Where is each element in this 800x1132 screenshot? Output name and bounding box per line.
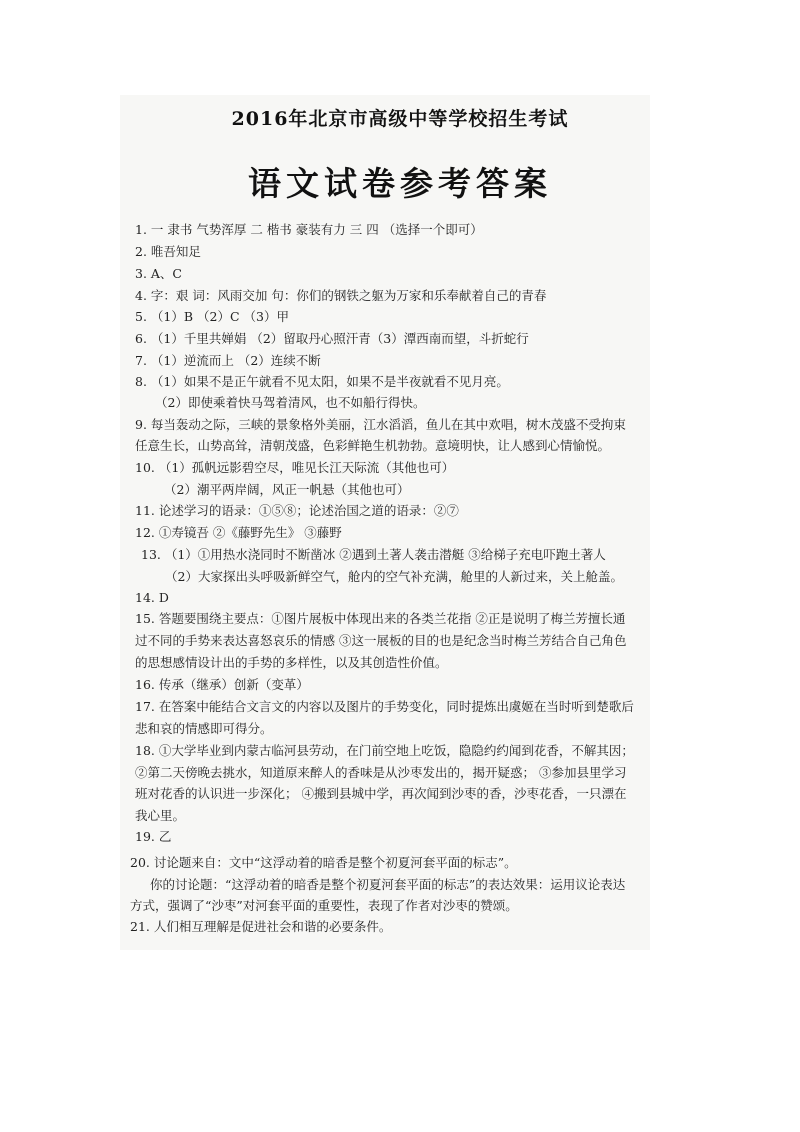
answer-line: 你的讨论题：“这浮动着的暗香是整个初夏河套平面的标志”的表达效果：运用议论表达 xyxy=(150,877,626,892)
answer-line: 4. 字：艰 词：风雨交加 句：你们的钢铁之躯为万家和乐奉献着自己的青春 xyxy=(135,288,547,303)
answer-line: 12. ①寿镜吾 ②《藤野先生》 ③藤野 xyxy=(135,525,342,540)
answer-line: 7. （1）逆流而上 （2）连续不断 xyxy=(135,353,321,368)
answer-line: 10. （1）孤帆远影碧空尽，唯见长江天际流（其他也可） xyxy=(135,460,455,475)
answer-line: 我心里。 xyxy=(135,808,186,823)
answer-line: （2）大家探出头呼吸新鲜空气，舱内的空气补充满，舱里的人新过来，关上舱盖。 xyxy=(165,569,623,584)
answer-line: 的思想感情设计出的手势的多样性，以及其创造性价值。 xyxy=(135,655,448,670)
answer-line: 方式，强调了“沙枣”对河套平面的重要性，表现了作者对沙枣的赞颂。 xyxy=(130,898,518,913)
answer-line: 19. 乙 xyxy=(135,829,172,844)
answer-line: 21. 人们相互理解是促进社会和谐的必要条件。 xyxy=(130,919,392,934)
exam-title: 2016年北京市高级中等学校招生考试 xyxy=(231,108,569,130)
answer-line: 悲和哀的情感即可得分。 xyxy=(135,721,273,736)
answer-line: 11. 论述学习的语录：①⑤⑧；论述治国之道的语录：②⑦ xyxy=(135,503,459,518)
answer-line: （2）即使乘着快马驾着清风，也不如船行得快。 xyxy=(155,395,426,410)
answer-line: 20. 讨论题来自：文中“这浮动着的暗香是整个初夏河套平面的标志”。 xyxy=(130,855,517,870)
answer-line: 18. ①大学毕业到内蒙古临河县劳动，在门前空地上吃饭，隐隐约约闻到花香，不解其因； xyxy=(135,743,634,758)
answer-line: 班对花香的认识进一步深化； ④搬到县城中学，再次闻到沙枣的香，沙枣花香，一只漂在 xyxy=(135,786,627,801)
answer-key-title: 语文试卷参考答案 xyxy=(248,164,552,203)
answer-line: 1. 一 隶书 气势浑厚 二 楷书 豪装有力 三 四 （选择一个即可） xyxy=(135,222,483,237)
answer-line: 15. 答题要围绕主要点：①图片展板中体现出来的各类兰花指 ②正是说明了梅兰芳擅长通 xyxy=(135,611,626,626)
answer-line: 2. 唯吾知足 xyxy=(135,244,201,259)
answer-line: ②第二天傍晚去挑水，知道原来醉人的香味是从沙枣发出的，揭开疑惑； ③参加县里学习 xyxy=(135,765,627,780)
answer-line: 3. A、C xyxy=(135,266,182,281)
answer-line: 14. D xyxy=(135,590,169,605)
answer-line: 任意生长，山势高耸，清朝茂盛，色彩鲜艳生机勃勃。意境明快，让人感到心情愉悦。 xyxy=(135,438,611,453)
answer-line: 9. 每当轰动之际，三峡的景象格外美丽，江水滔滔，鱼儿在其中欢唱，树木茂盛不受拘束 xyxy=(135,417,626,432)
answer-line: 5. （1）B （2）C （3）甲 xyxy=(135,309,289,324)
answer-line: 13. （1）①用热水浇同时不断凿冰 ②遇到土著人袭击潜艇 ③给梯子充电吓跑土著人 xyxy=(141,547,606,562)
answer-line: 8. （1）如果不是正午就看不见太阳，如果不是半夜就看不见月亮。 xyxy=(135,374,509,389)
answer-line: 17. 在答案中能结合文言文的内容以及图片的手势变化，同时提炼出虞姬在当时听到楚歌后 xyxy=(135,699,634,714)
answer-line: （2）潮平两岸阔，风正一帆悬（其他也可） xyxy=(164,482,410,497)
answer-line: 16. 传承（继承）创新（变革） xyxy=(135,677,309,692)
answer-line: 6. （1）千里共婵娟 （2）留取丹心照汗青（3）潭西南而望，斗折蛇行 xyxy=(135,331,529,346)
answer-line: 过不同的手势来表达喜怒哀乐的情感 ③这一展板的目的也是纪念当时梅兰芳结合自己角色 xyxy=(135,633,627,648)
